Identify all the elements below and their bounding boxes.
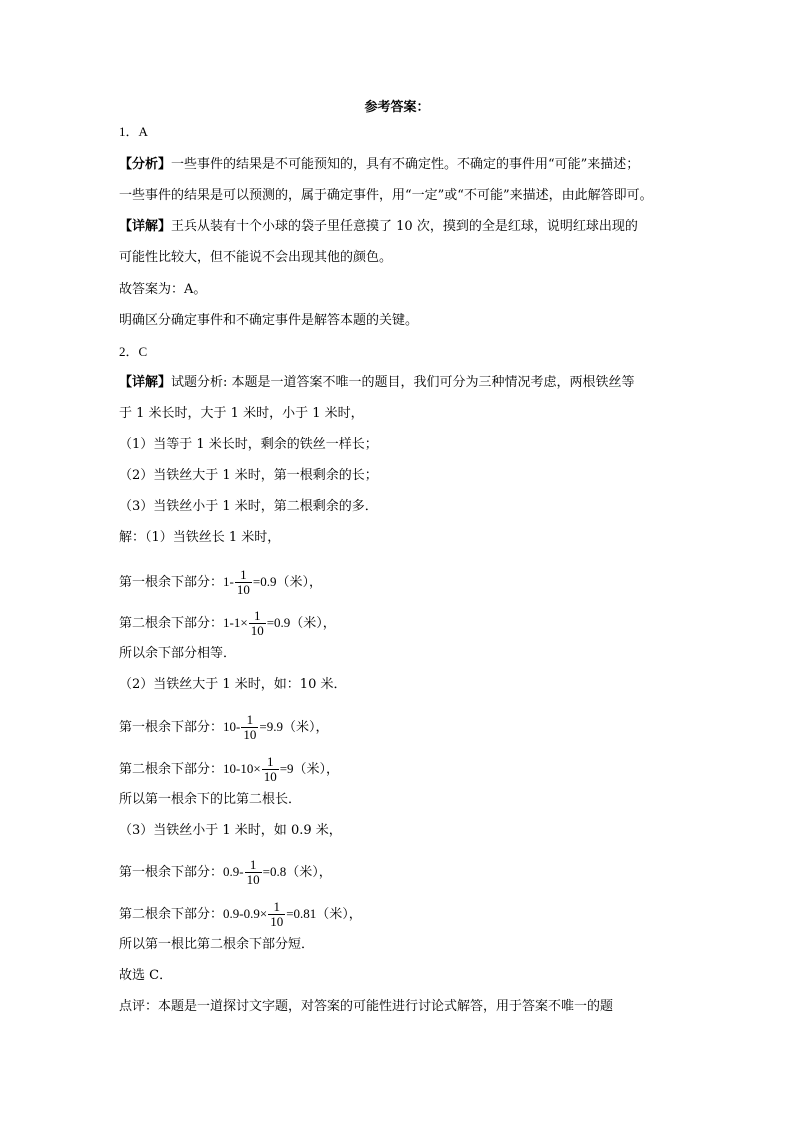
fraction <box>249 609 266 638</box>
detail-text: 王兵从装有十个小球的袋子里任意摸了 10 次，摸到的全是红球，说明红球出现的 <box>171 219 638 234</box>
q1-note: 明确区分确定事件和不确定事件是解答本题的关键。 <box>119 313 419 328</box>
equation-label: 第一根余下部分： <box>119 720 224 735</box>
fraction <box>268 900 285 929</box>
fraction-numerator: 1 <box>273 899 280 914</box>
q2-answer: 故选 C． <box>119 968 173 983</box>
equation-unit: （米）， <box>293 762 340 777</box>
fraction-denominator: 10 <box>243 727 257 742</box>
s2-conclusion: 所以第一根余下的比第二根长． <box>119 792 302 807</box>
q2-case-2: （2）当铁丝大于 1 米时，第一根剩余的长； <box>119 468 378 483</box>
q2-case-3: （3）当铁丝小于 1 米时，第二根剩余的多． <box>119 499 378 514</box>
equation-post: =0.9 <box>266 615 291 630</box>
equation-label: 第一根余下部分： <box>119 865 224 880</box>
equation-pre: 10- <box>223 719 241 734</box>
equation-unit: （米）， <box>276 575 322 590</box>
fraction-numerator: 1 <box>246 712 254 727</box>
q1-detail-line-2: 可能性比较大，但不能说不会出现其他的颜色。 <box>119 250 393 265</box>
s3-intro: （3）当铁丝小于 1 米时，如 0.9 米， <box>119 823 342 838</box>
fraction-denominator: 10 <box>250 623 264 638</box>
s3-second-equation <box>119 900 362 929</box>
q2-detail-line-2: 于 1 米长时，大于 1 米时，小于 1 米时， <box>119 406 364 421</box>
fraction-denominator: 10 <box>270 914 284 929</box>
q1-detail-line-1 <box>119 219 638 235</box>
s3-conclusion: 所以第一根比第二根余下部分短． <box>119 937 315 952</box>
q2-case-1: （1）当等于 1 米长时，剩余的铁丝一样长； <box>119 437 378 452</box>
fraction-numerator: 1 <box>249 857 257 872</box>
equation-post: =0.9 <box>252 574 277 589</box>
s1-second-equation <box>119 609 336 638</box>
equation-post: =0.8 <box>262 864 287 879</box>
s2-intro: （2）当铁丝大于 1 米时，如：10 米． <box>119 677 347 692</box>
analysis-tag: 【分析】 <box>119 157 172 172</box>
equation-unit: （米）， <box>286 865 332 880</box>
equation-unit: （米）， <box>316 907 362 922</box>
q1-number: 1．A <box>119 124 148 139</box>
q1-answer: 故答案为：A。 <box>119 282 207 297</box>
fraction-denominator: 10 <box>236 582 250 597</box>
equation-label: 第二根余下部分： <box>119 616 224 631</box>
detail-text: 试题分析: 本题是一道答案不唯一的题目，我们可分为三种情况考虑，两根铁丝等 <box>171 375 635 390</box>
fraction-numerator: 1 <box>266 754 274 769</box>
fraction-denominator: 10 <box>246 872 260 887</box>
equation-post: =0.81 <box>286 906 317 921</box>
equation-unit: （米）， <box>290 616 336 631</box>
fraction-denominator: 10 <box>263 769 277 784</box>
detail-tag: 【详解】 <box>119 219 172 234</box>
equation-pre: 1- <box>223 574 234 589</box>
fraction-numerator: 1 <box>253 608 261 623</box>
page-title: 参考答案： <box>364 100 430 115</box>
fraction <box>245 858 262 887</box>
detail-tag: 【详解】 <box>119 375 172 390</box>
equation-label: 第一根余下部分： <box>119 575 224 590</box>
equation-pre: 10-10× <box>223 761 261 776</box>
equation-pre: 0.9- <box>223 864 244 879</box>
equation-label: 第二根余下部分： <box>119 762 224 777</box>
q2-number: 2．C <box>119 344 148 359</box>
equation-post: =9 <box>279 761 294 776</box>
fraction <box>235 568 252 597</box>
equation-pre: 1-1× <box>223 615 248 630</box>
q2-solution-intro: 解：（1）当铁丝长 1 米时， <box>119 530 281 545</box>
equation-post: =9.9 <box>259 719 283 734</box>
equation-unit: （米）， <box>282 720 329 735</box>
s3-first-equation <box>119 858 332 887</box>
q1-analysis-line-2: 一些事件的结果是可以预测的，属于确定事件，用“一定”或“不可能”来描述，由此解答即可。 <box>119 188 653 203</box>
s1-first-equation <box>119 568 322 597</box>
q1-analysis-line-1 <box>119 157 639 173</box>
fraction <box>262 755 279 784</box>
equation-label: 第二根余下部分： <box>119 907 224 922</box>
q2-detail-line-1 <box>119 375 635 391</box>
q2-comment: 点评：本题是一道探讨文字题，对答案的可能性进行讨论式解答，用于答案不唯一的题 <box>119 999 614 1014</box>
analysis-text: 一些事件的结果是不可能预知的，具有不确定性。不确定的事件用“可能”来描述； <box>171 157 640 172</box>
s2-second-equation <box>119 755 339 784</box>
s1-conclusion: 所以余下部分相等． <box>119 646 237 661</box>
fraction-numerator: 1 <box>240 567 247 582</box>
fraction <box>241 713 258 742</box>
s2-first-equation <box>119 713 328 742</box>
equation-pre: 0.9-0.9× <box>223 906 268 921</box>
